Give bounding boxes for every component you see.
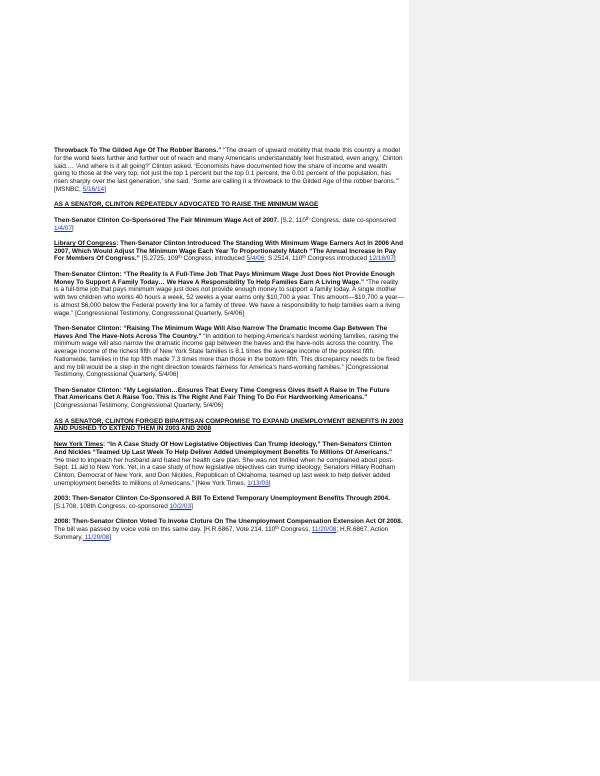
body-text: [S.2725, 109 — [139, 255, 179, 263]
paragraph-full-time-job-reality — [54, 271, 404, 318]
superscript: th — [302, 254, 306, 260]
citation-link[interactable]: 11/20/08 — [82, 533, 110, 541]
body-text: AS A SENATOR, CLINTON REPEATEDLY ADVOCATED TO RAISE THE MINIMUM WAGE — [54, 201, 319, 209]
body-text: ; H.R.6867, Action Summary, — [54, 526, 389, 541]
citation-link[interactable]: 5/4/06 — [246, 255, 265, 263]
paragraph-nyt-case-study — [54, 441, 404, 488]
citation-link[interactable]: 11/20/08 — [311, 526, 337, 533]
body-text: Congress, date co-sponsored — [309, 216, 396, 224]
emphasis-text: Then-Senator Clinton: “The Reality Is A Full-Time Job That Pays Minimum Wage Just Does Not Provide Enough Money To Support A Family Today… We Have A Responsibility To Help Families Earn A Living Wage.” — [54, 270, 395, 286]
body-text: ] — [71, 224, 74, 232]
paragraph-narrow-gap — [54, 325, 404, 379]
body-text: ] — [268, 479, 271, 487]
superscript: th — [178, 254, 182, 260]
body-text: “The reality is a full-time job that pays minimum wage just does not provide enough money to support a family today. A single mother with two children who works 40 hours a week, 52 weeks a year earns only $10,700 a year. This amount—$10,700 a year—is almost $6,000 below the Federal poverty line for a family of three. We have a responsibility to help families earn a living wage.” [Congressional Testimony, Congressional Quarterly, 5/4/06] — [54, 278, 404, 317]
emphasis-text: 2008: Then-Senator Clinton Voted To Invoke Cloture On The Unemployment Compensation Extension Act Of 2008. — [54, 518, 403, 526]
body-text: Congress introduced — [305, 255, 369, 263]
section-heading — [54, 201, 404, 209]
body-text: AS A SENATOR, CLINTON FORGED BIPARTISAN COMPROMISE TO EXPAND UNEMPLOYMENT BENEFITS IN 2003 AND PUSHED TO EXTEND THEM IN 2003 AND 2008 — [54, 417, 404, 433]
citation-link[interactable]: 12/18/07 — [368, 255, 394, 263]
emphasis-text: Then-Senator Clinton: “My Legislation…Ensures That Every Time Congress Gives Itself A Raise In The Future That Americans Get A Raise Too. This Is The Right And Fair Thing To Do For Hardworking Americans.” — [54, 386, 390, 402]
paragraph-my-legislation — [54, 387, 404, 410]
emphasis-text: Library Of Congress — [54, 239, 117, 247]
body-text: The bill was passed by voice vote on this same day. [H.R.6867, Vote 214, 110 — [54, 526, 276, 533]
paragraph-2008-cloture — [54, 518, 404, 541]
emphasis-text: Throwback To The Gilded Age Of The Robber Barons.” — [54, 147, 222, 154]
emphasis-text: Then-Senator Clinton Co-Sponsored The Fair Minimum Wage Act of 2007. — [54, 216, 279, 224]
citation-link[interactable]: 5/16/14 — [82, 185, 105, 193]
body-text: [Congressional Testimony, Congressional Quarterly, 5/4/06] — [54, 402, 223, 410]
section-heading — [54, 418, 404, 434]
comment-margin — [409, 0, 600, 681]
citation-link[interactable]: 1/4/07 — [54, 224, 72, 232]
body-text: Congress, — [278, 526, 312, 533]
superscript: th — [305, 215, 310, 221]
citation-link[interactable]: 1/13/03 — [247, 479, 269, 487]
paragraph-fair-minimum-wage-act — [54, 217, 404, 233]
body-text: ] — [104, 185, 106, 193]
body-text: ] — [191, 502, 193, 510]
body-text: ] — [393, 255, 396, 263]
emphasis-text: : Then-Senator Clinton Introduced The Standing With Minimum Wage Earners Act In 2006 And 2007, Which Would Adjust The Minimum Wage Each Year To Proportionately Match “The Annual Increase In Pay For Members Of Congress.” — [54, 239, 404, 263]
citation-link[interactable]: 10/2/03 — [169, 502, 192, 510]
emphasis-text: : “In A Case Study Of How Legislative Objectives Can Trump Ideology,” Then-Senators Clinton And Nickles “Teamed Up Last Week To Help Deliver Added Unemployment Benefits To Millions Of Americans.” — [54, 441, 393, 456]
body-text: Congress, introduced — [181, 255, 247, 263]
emphasis-text: Then-Senator Clinton: “Raising The Minimum Wage Will Also Narrow The Dramatic Income Gap Between The Haves And The Have-Nots Across The Country.” — [54, 324, 388, 340]
paragraph-gilded-age-quote — [54, 147, 404, 194]
paragraph-2003-extend-benefits — [54, 495, 404, 511]
paragraph-library-of-congress-standing — [54, 240, 404, 263]
document-body — [54, 147, 404, 549]
body-text: “In addition to helping America’s hardest working families, raising the minimum wage will also narrow the dramatic income gap between the haves and the have-nots across the country. The average income of the richest fifth of New York State families is 8.1 times the average income of the poorest fifth. Nationwide, families in the top fifth made 7.3 times more than those in the bottom fifth. This discrepancy needs to be fixed and my bill would be a step in the right direction towards fairness for America’s hard-working families.” [Congressional Testimony, Congressional Quarterly, 5/4/06] — [54, 332, 400, 379]
body-text: ] — [109, 533, 112, 541]
body-text: [S.1708, 108th Congress, co-sponsored — [54, 502, 170, 510]
emphasis-text: New York Times — [54, 441, 104, 449]
emphasis-text: 2003: Then-Senator Clinton Co-Sponsored A Bill To Extend Temporary Unemployment Benefits Through 2004. — [54, 495, 390, 503]
body-text: “He tried to impeach her husband and hated her health care plan. She was not thrilled when he complained about post-Sept. 11 aid to New York. Yet, in a case study of how legislative objectives can trump ideology, Senators Hillary Rodham Clinton, Democrat of New York, and Don Nickles, Republican of Oklahoma, teamed up last week to help deliver added unemployment benefits to millions of Americans.” [New York Times, — [54, 456, 396, 487]
body-text: ; S.2514, 110 — [264, 255, 303, 263]
body-text: “The dream of upward mobility that made this country a model for the world feels further and further out of reach and many Americans understandably feel frustrated, even angry,’ Clinton said.… ‘And where is it all going?’ Clinton asked. ‘Economists have documented how the share of income and wealth going to those at the very top, not just the top 1 percent but the top 0.1 percent, the 0.01 percent of the population, has risen sharply over the last generation,’ she said. ‘Some are calling it a throwback to the Gilded Age of the robber barons.’” [MSNBC, — [54, 147, 403, 193]
body-text: [S.2, 110 — [278, 216, 306, 224]
superscript: th — [275, 524, 279, 530]
